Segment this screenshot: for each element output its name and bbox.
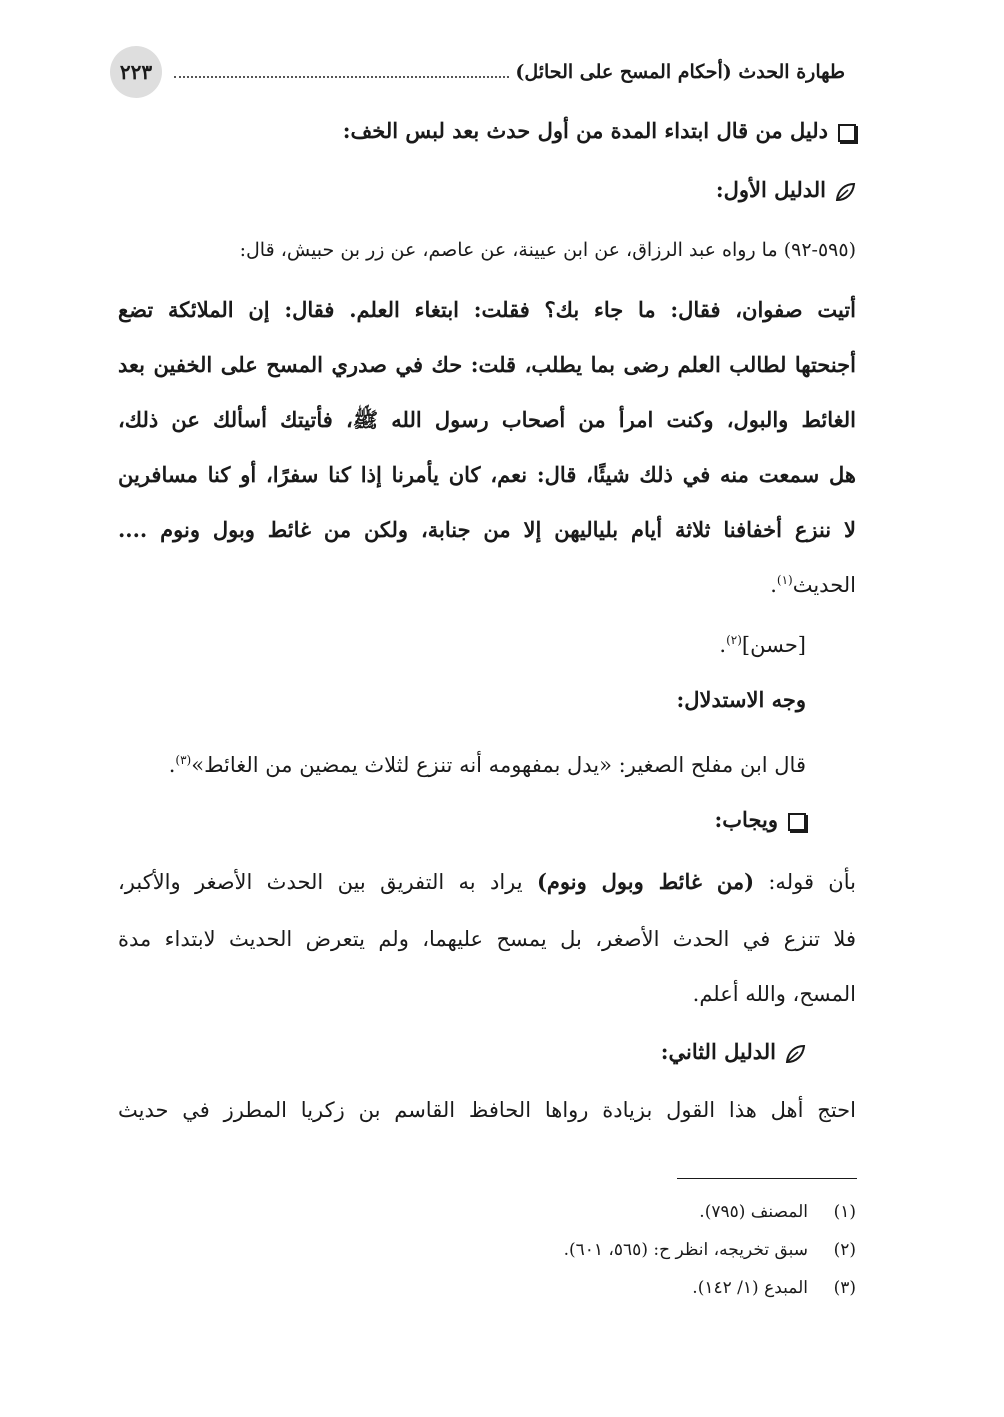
evidence-two-text: احتج أهل هذا القول بزيادة رواها الحافظ القاسم بن زكريا المطرز في حديث	[118, 1098, 856, 1122]
checkbox-square-icon	[788, 813, 806, 831]
footnote-item	[564, 1238, 856, 1262]
narration-intro: (٥٩٥-٩٢) ما رواه عبد الرزاق، عن ابن عيينة، عن عاصم، عن زر بن حبيش، قال:	[239, 239, 856, 261]
footnote-number: (٣)	[833, 1278, 856, 1298]
reply-title	[118, 805, 806, 835]
footnote-item	[699, 1200, 856, 1224]
hadith-line: لا ننزع أخفافنا ثلاثة أيام بلياليهن إلا من جنابة، ولكن من غائط وبول ونوم ....	[118, 517, 856, 542]
checkbox-square-icon	[838, 124, 856, 142]
footnote-ref[interactable]: (٣)	[175, 753, 192, 767]
reply-quote: (من غائط وبول ونوم)	[536, 869, 755, 894]
hadith-line: الغائط والبول، وكنت امرأ من أصحاب رسول الله ﷺ، فأتيتك أسألك عن ذلك،	[118, 407, 856, 432]
evidence-one-title-text: الدليل الأول:	[715, 177, 826, 202]
hadith-line: أتيت صفوان، فقال: ما جاء بك؟ فقلت: ابتغاء العلم. فقال: إن الملائكة تضع	[118, 297, 856, 322]
footnote-text: سبق تخريجه، انظر ح: (٥٦٥، ٦٠١).	[563, 1240, 808, 1260]
evidence-one-title	[118, 175, 856, 205]
reply-title-text: ويجاب:	[714, 807, 778, 832]
running-header	[110, 48, 845, 96]
leaf-ornament-icon	[834, 181, 856, 203]
footnote-divider	[677, 1178, 857, 1179]
reply-line: المسح، والله أعلم.	[692, 982, 856, 1006]
footnote-ref[interactable]: (١)	[776, 573, 793, 587]
inference-quote: قال ابن مفلح الصغير: «يدل بمفهومه أنه تنزع لثلاث يمضين من الغائط»	[191, 753, 806, 777]
footnote-item	[692, 1276, 856, 1300]
hadith-end: الحديث$^{(١)}$.	[770, 573, 856, 597]
reply-line	[118, 867, 856, 897]
header-dotted-leader	[174, 76, 509, 78]
section-heading-text: دليل من قال ابتداء المدة من أول حدث بعد لبس الخف:	[342, 118, 828, 143]
hadith-grade: [حسن]$^{(٢)}$.	[719, 633, 806, 657]
hadith-end-text: الحديث	[792, 573, 856, 597]
hadith-line: أجنحتها لطالب العلم رضى بما يطلب، قلت: حك في صدري المسح على الخفين بعد	[118, 352, 856, 377]
leaf-ornament-icon	[784, 1043, 806, 1065]
footnote-number: (٢)	[833, 1240, 856, 1260]
header-title: طهارة الحدث (أحكام المسح على الحائل)	[515, 61, 845, 83]
section-heading	[118, 116, 856, 146]
reply-prefix: بأن قوله:	[754, 870, 856, 894]
inference-text: قال ابن مفلح الصغير: «يدل بمفهومه أنه تنزع لثلاث يمضين من الغائط»$^{(٣)}$.	[168, 753, 806, 777]
reply-line: فلا تنزع في الحدث الأصغر، بل يمسح عليهما، ولم يتعرض الحديث لابتداء مدة	[118, 927, 856, 951]
evidence-two-title-text: الدليل الثاني:	[660, 1039, 776, 1064]
hadith-line: هل سمعت منه في ذلك شيئًا، قال: نعم، كان يأمرنا إذا كنا سفرًا، أو كنا مسافرين	[118, 462, 856, 487]
page-number: ٢٢٣	[110, 46, 162, 98]
footnote-text: المصنف (٧٩٥).	[699, 1202, 808, 1222]
grade-text: [حسن]	[741, 633, 806, 657]
footnote-number: (١)	[833, 1202, 856, 1222]
evidence-two-title	[118, 1037, 806, 1067]
inference-title: وجه الاستدلال:	[676, 687, 806, 712]
footnote-text: المبدع (١/ ١٤٢).	[692, 1278, 808, 1298]
footnote-ref[interactable]: (٢)	[726, 633, 742, 647]
reply-rest: يراد به التفريق بين الحدث الأصغر والأكبر،	[118, 870, 537, 894]
